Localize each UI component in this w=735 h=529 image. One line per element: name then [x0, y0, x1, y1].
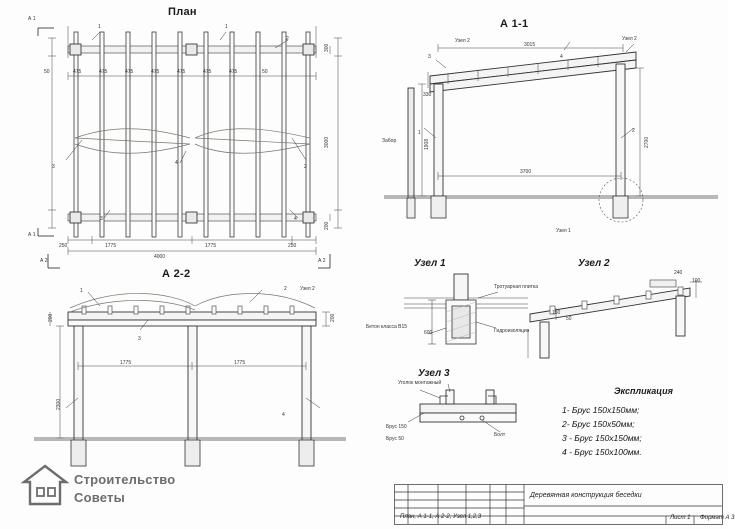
stamp-cell-sheet: Лист 1 — [670, 515, 691, 521]
plan-part-3: 2 — [286, 36, 289, 42]
house-icon — [22, 462, 68, 508]
a22-part-2: 2 — [284, 286, 287, 292]
a22-drawing — [30, 278, 350, 498]
plan-right-dim-300: 300 — [324, 43, 330, 52]
watermark-line-2: Советы — [74, 490, 125, 505]
plan-title: План — [168, 6, 197, 18]
node3-annotation-beam50: Брус 50 — [386, 436, 404, 442]
node1-annotation-paving: Тротуарная плитка — [494, 284, 539, 290]
a11-node2-left-label: Узел 2 — [455, 38, 470, 44]
node3-title: Узел 3 — [418, 368, 450, 379]
a22-dim-200-left: 200 — [48, 313, 54, 322]
plan-right-dim-3000: 3000 — [324, 136, 330, 148]
a22-dim-1775-right: 1775 — [234, 360, 246, 366]
plan-spacing-3: 475 — [99, 69, 108, 75]
plan-part-8: 4 — [294, 216, 297, 222]
a22-part-4: 4 — [282, 412, 285, 418]
plan-bottom-dim-1: 250 — [59, 243, 68, 249]
node2-title: Узел 2 — [578, 258, 610, 269]
a22-dim-200-right: 200 — [330, 313, 336, 322]
a11-part-1: 1 — [418, 130, 421, 136]
node2-dim-100: 100 — [692, 278, 701, 284]
a11-dim-3015: 3015 — [524, 42, 536, 48]
node1-annotation-concrete: Бетон класса В15 — [366, 324, 408, 330]
node1-annotation-waterproofing: Гидроизоляция — [494, 328, 530, 334]
stamp-title: Деревянная конструкция беседки — [530, 492, 642, 499]
a11-part-2: 2 — [632, 128, 635, 134]
plan-bottom-dim-3: 1775 — [205, 243, 217, 249]
legend-item-1: 1- Брус 150х150мм; — [562, 405, 640, 415]
legend-item-3: 3 - Брус 150х150мм; — [562, 433, 642, 443]
a22-dim-2300: 2300 — [56, 398, 62, 410]
a11-title: А 1-1 — [500, 18, 529, 30]
plan-spacing-5: 475 — [151, 69, 160, 75]
a11-fence-label: Забор — [382, 138, 397, 144]
node2-dim-240: 240 — [674, 270, 683, 276]
plan-bottom-dim-2: 1775 — [105, 243, 117, 249]
plan-bottom-total: 4000 — [154, 254, 166, 260]
node3-annotation-bracket: Уголок монтажный — [398, 380, 442, 386]
plan-section-mark-a1-top: А 1 — [28, 16, 36, 22]
plan-part-5: 2 — [304, 164, 307, 170]
plan-section-mark-a2-right: А 2 — [318, 258, 326, 264]
node3-drawing — [390, 382, 550, 462]
node3-annotation-bolt: Болт — [494, 432, 506, 438]
plan-spacing-1: 50 — [44, 69, 50, 75]
plan-part-7: 3 — [100, 216, 103, 222]
a11-dim-330: 330 — [423, 92, 432, 98]
a22-part-1: 1 — [80, 288, 83, 294]
a11-dim-2700: 2700 — [644, 136, 650, 148]
node1-dim-600: 600 — [424, 330, 433, 336]
plan-spacing-4: 475 — [125, 69, 134, 75]
plan-part-2: 1 — [225, 24, 228, 30]
plan-spacing-9: 50 — [262, 69, 268, 75]
plan-section-mark-a2-left: А 2 — [40, 258, 48, 264]
plan-right-dim-200: 200 — [324, 221, 330, 230]
stamp-cell-format: Формат А 3 — [700, 515, 735, 521]
plan-part-1: 1 — [98, 24, 101, 30]
a11-drawing — [378, 28, 723, 243]
a22-title: А 2-2 — [162, 268, 191, 280]
node1-title: Узел 1 — [414, 258, 446, 269]
legend-title: Экспликация — [614, 386, 673, 396]
plan-spacing-6: 475 — [177, 69, 186, 75]
legend-item-2: 2- Брус 150х50мм; — [562, 419, 635, 429]
a11-dim-1908: 1908 — [424, 138, 430, 150]
node2-dim-150: 150 — [552, 310, 561, 316]
a11-part-3: 3 — [428, 54, 431, 60]
plan-section-mark-a1-bottom: А 1 — [28, 232, 36, 238]
watermark-line-1: Строительство — [74, 472, 176, 487]
a11-dim-3700: 3700 — [520, 169, 532, 175]
node2-drawing — [520, 272, 720, 362]
plan-part-6: 4 — [175, 160, 178, 166]
a22-node2-label: Узел 2 — [300, 286, 315, 292]
a22-dim-1775-left: 1775 — [120, 360, 132, 366]
a11-part-4: 4 — [560, 54, 563, 60]
plan-spacing-2: 475 — [73, 69, 82, 75]
legend-item-4: 4 - Брус 150х100мм. — [562, 447, 642, 457]
node2-dim-50: 50 — [566, 316, 572, 322]
plan-bottom-dim-4: 250 — [288, 243, 297, 249]
node3-annotation-beam150: Брус 150 — [386, 424, 407, 430]
plan-spacing-8: 475 — [229, 69, 238, 75]
plan-drawing — [30, 18, 360, 258]
a11-node2-right-label: Узел 2 — [622, 36, 637, 42]
stamp-subtitle: План, А 1-1, А 2-2, Узел 1,2,3 — [400, 514, 482, 520]
a11-node1-label: Узел 1 — [556, 228, 571, 234]
plan-spacing-7: 475 — [203, 69, 212, 75]
a22-part-3: 3 — [138, 336, 141, 342]
plan-part-4: 3 — [52, 164, 55, 170]
